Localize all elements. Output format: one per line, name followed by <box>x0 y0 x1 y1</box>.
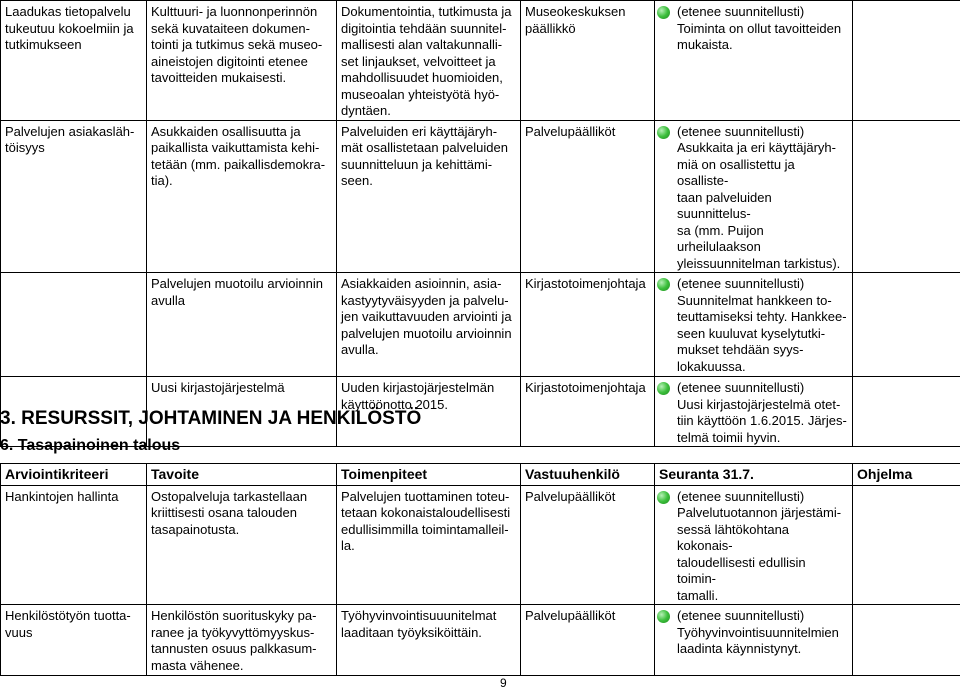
program-cell <box>853 1 960 121</box>
criterion-cell: Hankintojen hallinta <box>1 485 147 605</box>
goal-cell: Ostopalveluja tarkastellaan kriittisesti osana talouden tasapainotusta. <box>147 485 337 605</box>
header-criterion: Arviointikriteeri <box>1 464 147 486</box>
goals-table-bottom <box>0 463 960 676</box>
followup-cell: (etenee suunnitellusti) Toiminta on ollut tavoitteiden mukaista. <box>655 1 853 121</box>
action-cell: Työhyvinvointisuuunitelmat laaditaan työyksiköittäin. <box>337 605 521 676</box>
header-followup: Seuranta 31.7. <box>655 464 853 486</box>
program-cell <box>853 273 960 377</box>
header-program: Ohjelma <box>853 464 960 486</box>
program-cell <box>853 485 960 605</box>
status-green-icon <box>657 126 670 139</box>
status-green-icon <box>657 278 670 291</box>
status-green-icon <box>657 610 670 623</box>
goal-cell: Henkilöstön suorituskyky pa- ranee ja työkyvyttömyyskus- tannusten osuus palkkasum- masta vähenee. <box>147 605 337 676</box>
action-cell: Dokumentointia, tutkimusta ja digitointia tehdään suunnitel- mallisesti alan valtakunnalli- set linjaukset, velvoitteet ja mahdollisuudet huomioiden, museoalan yhteistyötä hyö- dyntäen. <box>337 1 521 121</box>
followup-cell: (etenee suunnitellusti) Uusi kirjastojärjestelmä otet- tiin käyttöön 1.6.2015. Järjes- telmä toimii hyvin. <box>655 377 853 447</box>
criterion-cell: Henkilöstötyön tuotta- vuus <box>1 605 147 676</box>
program-cell <box>853 120 960 273</box>
table-row <box>1 605 960 676</box>
action-cell: Uuden kirjastojärjestelmän käyttöönotto 2015. <box>337 377 521 447</box>
followup-cell: (etenee suunnitellusti) Suunnitelmat hankkeen to- teuttamiseksi tehty. Hankkee- seen kuuluvat kyselytutki- mukset tehdään syys- lokakuussa. <box>655 273 853 377</box>
responsible-cell: Palvelupäälliköt <box>521 120 655 273</box>
responsible-cell: Palvelupäälliköt <box>521 605 655 676</box>
followup-cell: (etenee suunnitellusti) Asukkaita ja eri käyttäjäryh- miä on osallistettu ja osalliste- taan palveluiden suunnittelus- sa (mm. Puijon urheilulaakson yleissuunnitelman tarkistus). <box>655 120 853 273</box>
table-row <box>1 1 960 121</box>
program-cell <box>853 605 960 676</box>
status-green-icon <box>657 6 670 19</box>
section-heading: 3. RESURSSIT, JOHTAMINEN JA HENKILÖSTÖ <box>0 408 422 429</box>
action-cell: Palvelujen tuottaminen toteu- tetaan kokonaistaloudellisesti edullisimmilla toimintamalleil- la. <box>337 485 521 605</box>
page-number: 9 <box>500 676 507 690</box>
action-cell: Asiakkaiden asioinnin, asia- kastyytyväisyyden ja palvelu- jen vaikuttavuuden arviointi ja palvelujen muotoilu arvioinnin avulla. <box>337 273 521 377</box>
criterion-cell: Laadukas tietopalvelu tukeutuu kokoelmiin ja tutkimukseen <box>1 1 147 121</box>
status-green-icon <box>657 382 670 395</box>
table-row <box>1 273 960 377</box>
header-goal: Tavoite <box>147 464 337 486</box>
subsection-heading: 6. Tasapainoinen talous <box>0 437 181 454</box>
status-green-icon <box>657 491 670 504</box>
table-header-row <box>1 464 960 486</box>
goal-cell: Asukkaiden osallisuutta ja paikallista vaikuttamista kehi- tetään (mm. paikallisdemokra- tia). <box>147 120 337 273</box>
followup-cell: (etenee suunnitellusti) Palvelutuotannon järjestämi- sessä lähtökohtana kokonais- taloudellisesti edullisin toimin- tamalli. <box>655 485 853 605</box>
criterion-cell: Palvelujen asiakasläh- töisyys <box>1 120 147 273</box>
responsible-cell: Kirjastotoimenjohtaja <box>521 377 655 447</box>
header-actions: Toimenpiteet <box>337 464 521 486</box>
goal-cell: Kulttuuri- ja luonnonperinnön sekä kuvataiteen dokumen- tointi ja tutkimus sekä museo- aineistojen digitointi etenee tavoitteiden mukaisesti. <box>147 1 337 121</box>
criterion-cell <box>1 273 147 377</box>
responsible-cell: Palvelupäälliköt <box>521 485 655 605</box>
goal-cell: Uusi kirjastojärjestelmä <box>147 377 337 447</box>
table-row <box>1 120 960 273</box>
responsible-cell: Museokeskuksen päällikkö <box>521 1 655 121</box>
table-row <box>1 485 960 605</box>
goal-cell: Palvelujen muotoilu arvioinnin avulla <box>147 273 337 377</box>
header-responsible: Vastuuhenkilö <box>521 464 655 486</box>
followup-cell: (etenee suunnitellusti) Työhyvinvointisuunnitelmien laadinta käynnistynyt. <box>655 605 853 676</box>
responsible-cell: Kirjastotoimenjohtaja <box>521 273 655 377</box>
action-cell: Palveluiden eri käyttäjäryh- mät osallistetaan palveluiden suunnitteluun ja kehittämi- seen. <box>337 120 521 273</box>
program-cell <box>853 377 960 447</box>
